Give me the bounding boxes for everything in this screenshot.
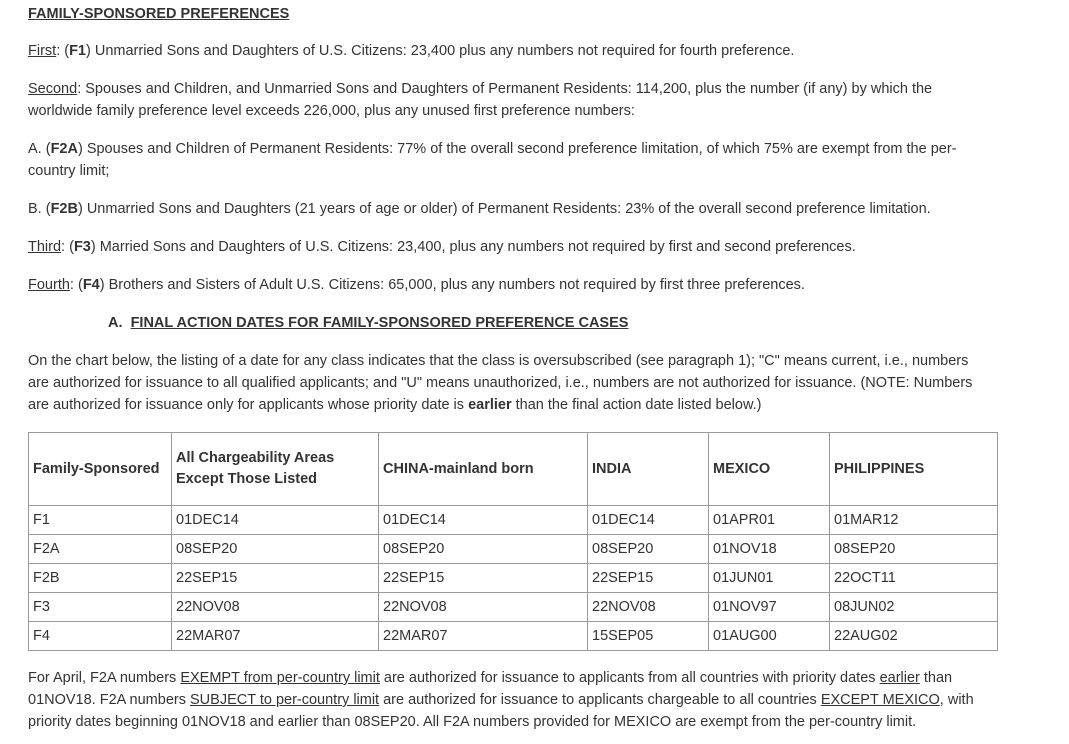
header-family-sponsored: Family-Sponsored — [29, 433, 172, 506]
table-cell: 01JUN01 — [709, 564, 830, 593]
table-row — [29, 564, 998, 593]
second-text: : Spouses and Children, and Unmarried Sons and Daughters of Permanent Residents: 114,200, plus the number (if any) by which the worldwide family preference level exceeds 226,000, plus any unused first preference numbers: — [28, 81, 933, 119]
footer-text-1: For April, F2A numbers — [28, 670, 181, 686]
f3-code: F3 — [73, 239, 91, 255]
table-row — [29, 535, 998, 564]
f2a-paragraph — [28, 138, 988, 182]
footer-paragraph — [28, 667, 1003, 733]
table-cell: F4 — [29, 622, 172, 651]
table-cell: 22NOV08 — [588, 593, 709, 622]
final-action-dates-table — [28, 432, 998, 651]
table-cell: 22SEP15 — [379, 564, 588, 593]
f2b-code: F2B — [50, 201, 78, 217]
footer-link-exempt: EXEMPT from per-country limit — [180, 670, 380, 686]
table-cell: 01DEC14 — [172, 506, 379, 535]
first-text: ) Unmarried Sons and Daughters of U.S. Citizens: 23,400 plus any numbers not required for fourth preference. — [86, 43, 795, 59]
table-cell: 22MAR07 — [172, 622, 379, 651]
table-cell: 22NOV08 — [379, 593, 588, 622]
table-cell: 01NOV18 — [709, 535, 830, 564]
table-cell: 22NOV08 — [172, 593, 379, 622]
f4-code: F4 — [82, 277, 100, 293]
table-cell: 15SEP05 — [588, 622, 709, 651]
table-cell: 08JUN02 — [830, 593, 998, 622]
chart-note-text: On the chart below, the listing of a date for any class indicates that the class is oversubscribed (see paragraph 1); "C" means current, i.e., numbers are authorized for issuance to all qualified applicants; and "U" means unauthorized, i.e., numbers are not authorized for issuance. (NOTE: Numbers are authorized for issuance only for applicants whose priority date is — [28, 353, 973, 413]
header-india: INDIA — [588, 433, 709, 506]
f2b-prefix: B. ( — [28, 201, 51, 217]
footer-text-5: , with priority dates beginning 01NOV18 and earlier than 08SEP20. All F2A numbers provided for MEXICO are exempt from the per-country limit. — [28, 692, 974, 730]
table-cell: F1 — [29, 506, 172, 535]
header-mexico: MEXICO — [709, 433, 830, 506]
chart-note-paragraph — [28, 350, 988, 416]
subsection-title: FINAL ACTION DATES FOR FAMILY-SPONSORED PREFERENCE CASES — [130, 315, 629, 331]
first-colon: : ( — [56, 43, 70, 59]
first-label: First — [28, 43, 57, 59]
header-all-chargeability: All Chargeability Areas Except Those Listed — [172, 433, 379, 506]
fourth-label: Fourth — [28, 277, 70, 293]
table-cell: 08SEP20 — [379, 535, 588, 564]
third-preference-paragraph — [28, 236, 988, 258]
table-cell: F2B — [29, 564, 172, 593]
f2a-text: ) Spouses and Children of Permanent Residents: 77% of the overall second preference limitation, of which 75% are exempt from the per-country limit; — [28, 141, 957, 179]
chart-note-end: than the final action date listed below.) — [511, 397, 762, 413]
table-row — [29, 506, 998, 535]
third-text: ) Married Sons and Daughters of U.S. Citizens: 23,400, plus any numbers not required by first and second preferences. — [90, 239, 856, 255]
table-cell: 22SEP15 — [172, 564, 379, 593]
table-cell: 01MAR12 — [830, 506, 998, 535]
second-preference-paragraph — [28, 78, 988, 122]
f2a-code: F2A — [50, 141, 78, 157]
table-cell: 01APR01 — [709, 506, 830, 535]
table-cell: 08SEP20 — [588, 535, 709, 564]
fourth-colon: : ( — [69, 277, 83, 293]
f2b-paragraph — [28, 198, 988, 220]
header-philippines: PHILIPPINES — [830, 433, 998, 506]
third-label: Third — [28, 239, 62, 255]
f1-code: F1 — [69, 43, 86, 59]
table-cell: 22AUG02 — [830, 622, 998, 651]
table-cell: 01DEC14 — [588, 506, 709, 535]
table-row — [29, 593, 998, 622]
f2a-prefix: A. ( — [28, 141, 51, 157]
header-china: CHINA-mainland born — [379, 433, 588, 506]
fourth-preference-paragraph — [28, 274, 988, 296]
footer-text-3: than 01NOV18. F2A numbers — [28, 670, 953, 708]
table-cell: 22MAR07 — [379, 622, 588, 651]
table-cell: 01DEC14 — [379, 506, 588, 535]
fourth-text: ) Brothers and Sisters of Adult U.S. Citizens: 65,000, plus any numbers not required by first three preferences. — [99, 277, 805, 293]
footer-link-except-mexico: EXCEPT MEXICO — [820, 692, 940, 708]
table-header-row — [29, 433, 998, 506]
footer-text-4: are authorized for issuance to applicants chargeable to all countries — [379, 692, 821, 708]
first-preference-paragraph — [28, 40, 988, 62]
table-cell: F2A — [29, 535, 172, 564]
footer-text-2: are authorized for issuance to applicants from all countries with priority dates — [379, 670, 880, 686]
table-cell: 01AUG00 — [709, 622, 830, 651]
table-cell: 08SEP20 — [172, 535, 379, 564]
subsection-heading — [108, 312, 988, 334]
table-cell: F3 — [29, 593, 172, 622]
subsection-marker: A. — [108, 315, 123, 331]
section-title: FAMILY-SPONSORED PREFERENCES — [28, 6, 290, 22]
table-cell: 01NOV97 — [709, 593, 830, 622]
footer-link-subject: SUBJECT to per-country limit — [190, 692, 380, 708]
chart-note-bold: earlier — [468, 397, 512, 413]
table-row — [29, 622, 998, 651]
f2b-text: ) Unmarried Sons and Daughters (21 years of age or older) of Permanent Residents: 23% of the overall second preference limitation. — [77, 201, 931, 217]
footer-link-earlier: earlier — [879, 670, 920, 686]
table-cell: 22OCT11 — [830, 564, 998, 593]
second-label: Second — [28, 81, 78, 97]
table-cell: 22SEP15 — [588, 564, 709, 593]
table-cell: 08SEP20 — [830, 535, 998, 564]
third-colon: : ( — [61, 239, 74, 255]
